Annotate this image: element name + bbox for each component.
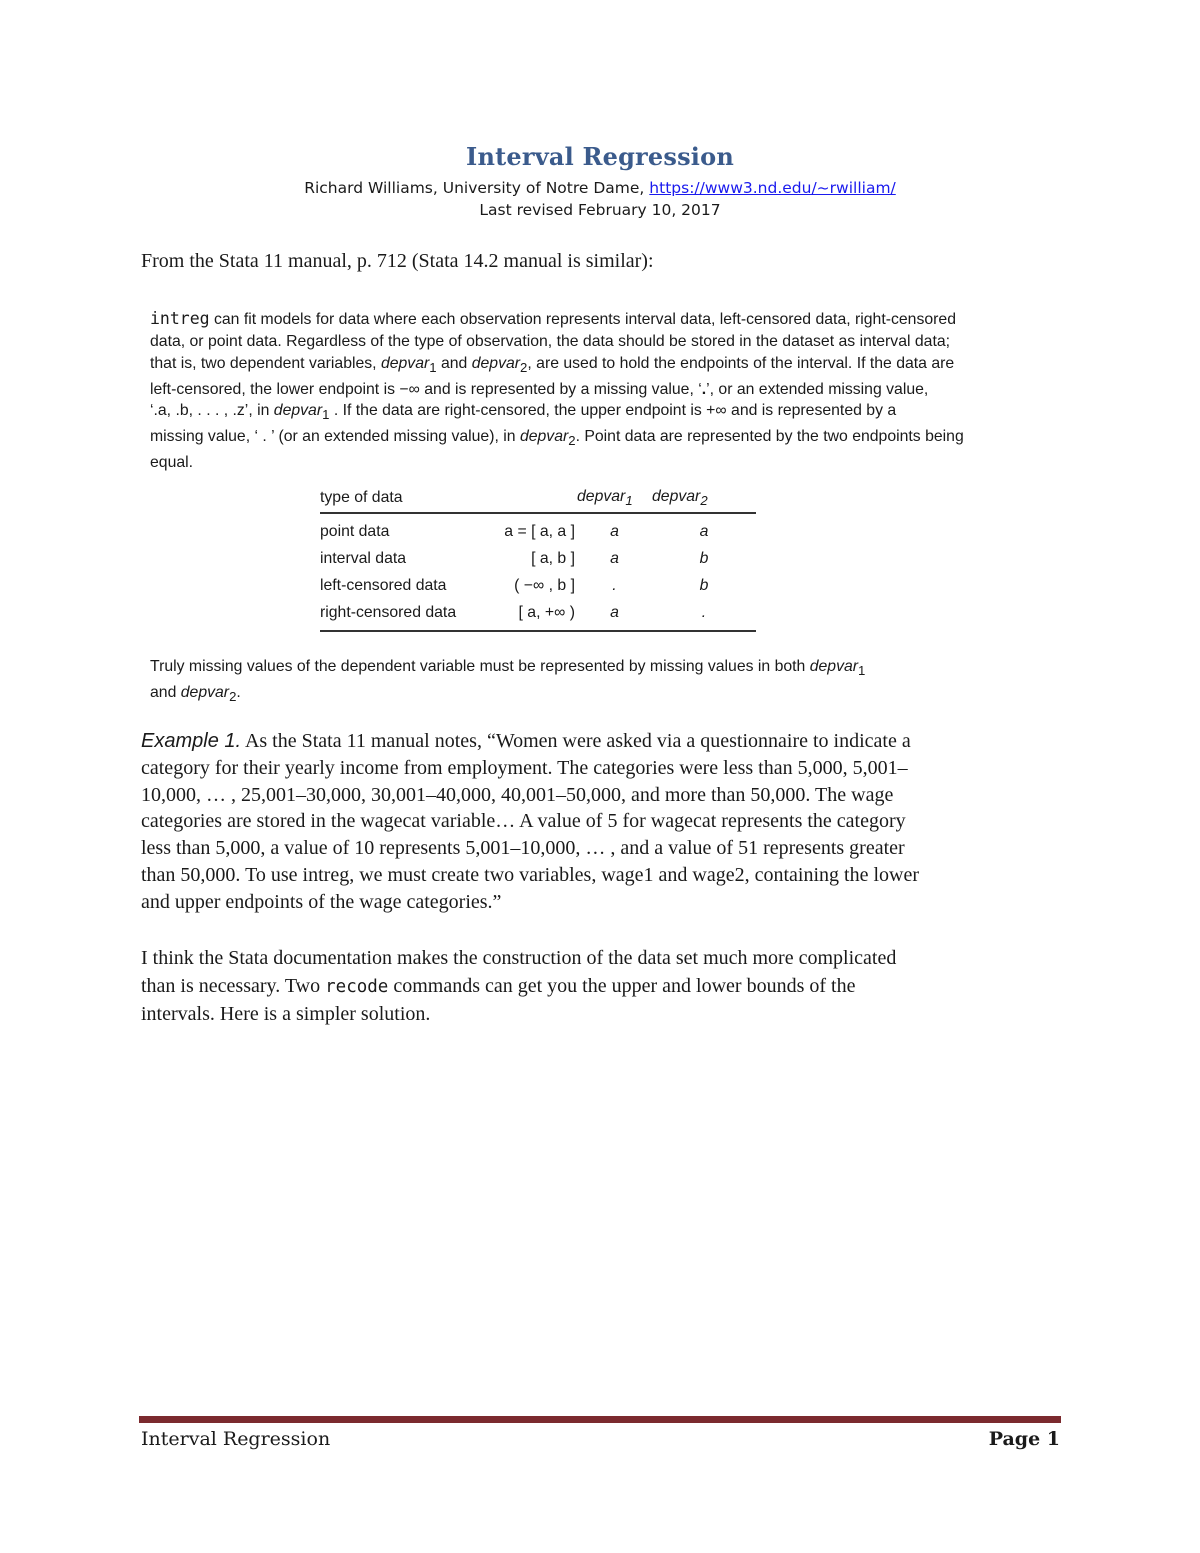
- cell-depvar2: b: [699, 549, 709, 567]
- cell-depvar1: a: [577, 599, 652, 631]
- quote-line: missing value, ‘ . ’ (or an extended missing value), in depvar$_2$. Point data are represented by the two endpoints being: [150, 428, 964, 449]
- revised-date: Last revised February 10, 2017: [479, 201, 721, 219]
- note-line: Truly missing values of the dependent variable must be represented by missing values in both depvar$_1$: [150, 658, 866, 679]
- paragraph-line: than is necessary. Two recode commands can get you the upper and lower bounds of the: [141, 974, 856, 997]
- quote-line: equal.: [150, 454, 194, 472]
- example-1-paragraph: [141, 728, 1061, 916]
- cell-depvar1: a: [610, 549, 619, 567]
- recode-command: recode: [325, 976, 389, 997]
- paragraph-line: I think the Stata documentation makes the construction of the data set much more complicated: [141, 947, 897, 969]
- col-header-depvar2: depvar$_2$: [652, 484, 756, 513]
- author-link[interactable]: https://www3.nd.edu/~rwilliam/: [649, 179, 896, 197]
- paragraph-line: categories are stored in the wagecat variable… A value of 5 for wagecat represents the category: [141, 810, 906, 833]
- cell-type: right-censored data: [320, 599, 480, 631]
- col-header-type: type of data: [320, 484, 480, 513]
- quote-line: ‘.a, .b, . . . , .z’, in depvar$_1$ . If the data are right-censored, the upper endpoint is +∞ and is represented by a: [150, 402, 897, 423]
- cell-interval: [ a, +∞ ): [480, 599, 577, 631]
- paragraph-line: 10,000, … , 25,001–30,000, 30,001–40,000, 40,001–50,000, and more than 50,000. The wage: [141, 783, 894, 806]
- from-manual-line: From the Stata 11 manual, p. 712 (Stata 14.2 manual is similar):: [141, 250, 654, 272]
- simpler-solution-paragraph: [141, 945, 1061, 1029]
- cell-type: point data: [320, 522, 390, 540]
- footer-rule: [139, 1416, 1061, 1423]
- example-label: Example 1.: [141, 730, 242, 752]
- cell-depvar2: a: [699, 522, 709, 540]
- cell-depvar1: a: [610, 522, 619, 540]
- author-line: [0, 179, 1200, 197]
- cell-type: left-censored data: [320, 576, 447, 594]
- cell-interval: a = [ a, a ]: [504, 522, 575, 540]
- paragraph-line: and upper endpoints of the wage categories.”: [141, 890, 502, 913]
- table-row: [320, 572, 756, 599]
- page-number: Page 1: [988, 1428, 1060, 1450]
- quote-line: data, or point data. Regardless of the type of observation, the data should be stored in the dataset as interval data;: [150, 332, 951, 350]
- quote-line: intreg can fit models for data where each observation represents interval data, left-censored data, right-censored: [150, 309, 956, 328]
- cell-depvar2: b: [699, 576, 709, 594]
- cell-interval: [ a, b ]: [531, 549, 575, 567]
- paragraph-line: category for their yearly income from employment. The categories were less than 5,000, 5,001–: [141, 756, 908, 779]
- footer-title: Interval Regression: [141, 1428, 331, 1450]
- paragraph-line: less than 5,000, a value of 10 represents 5,001–10,000, … , and a value of 51 represents greater: [141, 837, 905, 860]
- author-text: Richard Williams, University of Notre Dame,: [304, 179, 650, 197]
- col-header-interval: [480, 484, 577, 513]
- paragraph-line: than 50,000. To use intreg, we must create two variables, wage1 and wage2, containing the lower: [141, 863, 919, 886]
- table-row: [320, 513, 756, 545]
- cell-type: interval data: [320, 549, 407, 567]
- paragraph-line: intervals. Here is a simpler solution.: [141, 1003, 431, 1025]
- paragraph-line: Example 1. As the Stata 11 manual notes, “Women were asked via a questionnaire to indicate a: [141, 730, 911, 752]
- cell-interval: ( −∞ , b ]: [514, 576, 575, 594]
- document-title: Interval Regression: [466, 142, 734, 171]
- truly-missing-note: [150, 656, 1050, 708]
- col-header-depvar1: depvar$_1$: [577, 484, 652, 513]
- table-row: [320, 545, 756, 572]
- quote-line: left-censored, the lower endpoint is −∞ and is represented by a missing value, ‘.’, or an extended missing value,: [150, 380, 929, 398]
- quote-line: that is, two dependent variables, depvar$_1$ and depvar$_2$, are used to hold the endpoints of the interval. If the data are: [150, 354, 955, 375]
- manual-quote: [150, 308, 1050, 474]
- table-row: [320, 599, 756, 631]
- note-line: and depvar$_2$.: [150, 684, 241, 705]
- cell-depvar1: .: [612, 576, 617, 594]
- data-type-table: [320, 484, 756, 632]
- intreg-command: intreg: [150, 309, 210, 328]
- table-header-row: [320, 484, 756, 513]
- cell-depvar2: .: [652, 599, 756, 631]
